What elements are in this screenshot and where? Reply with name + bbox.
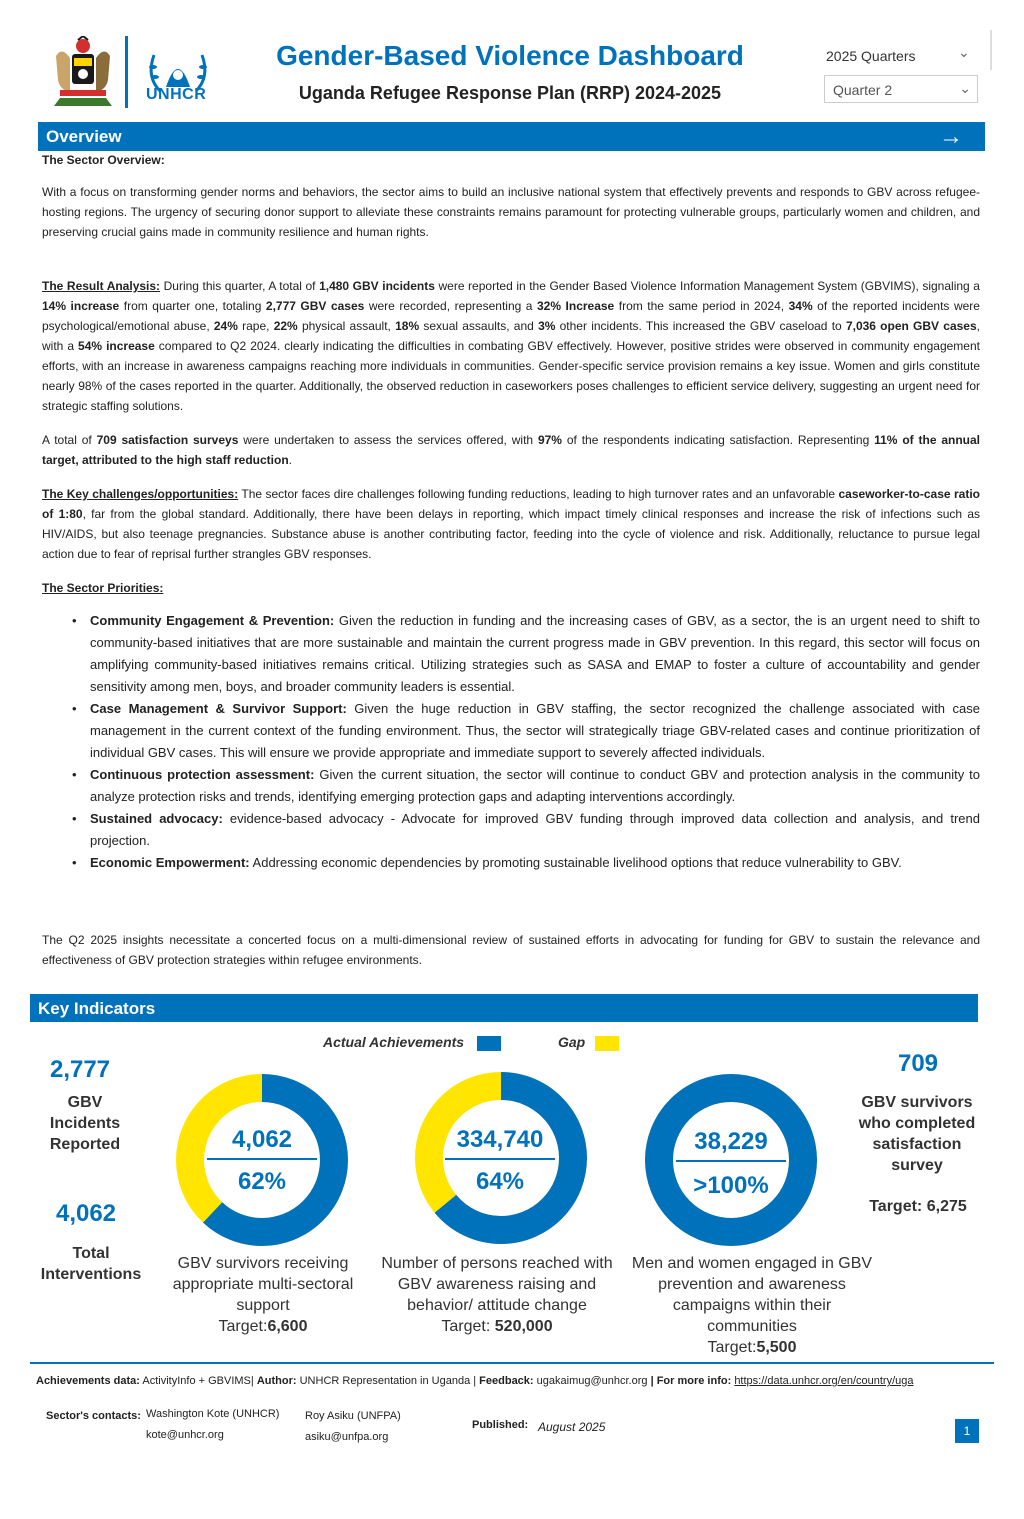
logo-separator xyxy=(125,36,128,108)
list-item: • Sustained advocacy: evidence-based advocacy - Advocate for improved GBV funding through improved data collection and analysis, and trend projection. xyxy=(72,811,980,848)
priorities-heading: The Sector Priorities: xyxy=(42,581,164,595)
contact-2-name: Roy Asiku (UNFPA) xyxy=(305,1410,401,1422)
list-item: • Case Management & Survivor Support: Given the huge reduction in GBV staffing, the sector recognized the challenge associated with case management in the current context of the funding environment. Thus, the sector will strategically triage GBV-related cases and continue prioritization of individual GBV cases. This will ensure we provide appropriate and immediate support to severely affected individuals. xyxy=(72,701,980,760)
page-subtitle: Uganda Refugee Response Plan (RRP) 2024-2025 xyxy=(298,83,722,103)
more-info-link[interactable]: https://data.unhcr.org/en/country/uga xyxy=(734,1375,914,1387)
unhcr-logo-text: UNHCR xyxy=(146,86,207,103)
list-item: • Continuous protection assessment: Given the current situation, the sector will continue to conduct GBV and protection analysis in the community to analyze protection risks and trends, identifying emerging protection gaps and adapting interventions accordingly. xyxy=(72,767,980,804)
key-indicators-section-bar xyxy=(30,994,978,1022)
legend-gap-swatch xyxy=(595,1036,619,1051)
donut-percent: 62% xyxy=(237,1168,287,1195)
kpi-survey-label: GBV survivors who completed satisfaction survey xyxy=(858,1094,976,1174)
contact-1-email[interactable]: kote@unhcr.org xyxy=(146,1429,224,1441)
filter-divider xyxy=(990,30,992,70)
donut-ring xyxy=(176,1074,348,1246)
overview-title: Overview xyxy=(46,127,122,146)
sector-overview-text: With a focus on transforming gender norms and behaviors, the sector aims to build an inclusive national system that effectively prevents and responds to GBV across refugee-hosting regions. The urgency of securing donor support to alleviate these constraints remains paramount for protecting vulnerable groups, particularly women and children, and preserving crucial gains made in community resilience and human rights. xyxy=(42,185,980,239)
closing-paragraph: The Q2 2025 insights necessitate a concerted focus on a multi-dimensional review of sustained efforts in advocating for funding for GBV to sustain the relevance and effectiveness of GBV protection strategies within refugee environments. xyxy=(42,933,980,967)
kpi-survey-target: Target: 6,275 xyxy=(869,1198,967,1215)
donut-value: 4,062 xyxy=(231,1126,293,1153)
overview-section-bar xyxy=(38,122,985,151)
kpi-interventions-value: 4,062 xyxy=(55,1200,117,1227)
donut-divider xyxy=(207,1158,317,1160)
quarter-select[interactable] xyxy=(824,75,978,103)
key-indicators-title: Key Indicators xyxy=(38,999,156,1018)
uganda-coat-of-arms-icon xyxy=(50,36,116,108)
donut-caption: Men and women engaged in GBV prevention and awareness campaigns within their communities Target:5,500 xyxy=(631,1255,873,1356)
list-item: • Community Engagement & Prevention: Given the reduction in funding and the increasing cases of GBV, as a sector, the is an urgent need to shift to community-based initiatives that are more sustainable and maintain the current progress made in GBV prevention. In this regard, this sector will focus on amplifying community-based initiatives remains critical. Utilizing strategies such as SASA and EMAP to foster a culture of accountability and gender sensitivity among men, boys, and broader community leaders is essential. xyxy=(72,613,980,694)
kpi-survey-value: 709 xyxy=(897,1050,939,1077)
legend-actual-label: Actual Achievements xyxy=(323,1034,465,1050)
challenges-paragraph: The Key challenges/opportunities: The sector faces dire challenges following funding reductions, leading to high turnover rates and an unfavorable caseworker-to-case ratio of 1:80, far from the global standard. Additionally, there have been delays in reporting, which impact timely clinical responses and increase the risk of infections such as HIV/AIDS, but also teenage pregnancies. Substance abuse is another contributing factor, feeding into the cycle of violence and risk. Additionally, reluctance to pursue legal action due to fear of reprisal further strangles GBV responses. xyxy=(42,487,980,561)
footer-credits: Achievements data: ActivityInfo + GBVIMS| Author: UNHCR Representation in Uganda | Feedback: ugakaimug@unhcr.org | For more info: https://data.unhcr.org/en/country/uga xyxy=(36,1375,914,1387)
chevron-down-icon[interactable]: ⌄ xyxy=(958,44,970,60)
contact-1-name: Washington Kote (UNHCR) xyxy=(146,1408,280,1420)
page-header xyxy=(0,0,1024,118)
published-date: August 2025 xyxy=(538,1420,606,1434)
result-analysis-paragraph: The Result Analysis: During this quarter, A total of 1,480 GBV incidents were reported in the Gender Based Violence Information Management System (GBVIMS), signaling a 14% increase from quarter one, totaling 2,777 GBV cases were recorded, representing a 32% Increase from the same period in 2024, 34% of the reported incidents were psychological/emotional abuse, 24% rape, 22% physical assault, 18% sexual assaults, and 3% other incidents. This increased the GBV caseload to 7,036 open GBV cases, with a 54% increase compared to Q2 2024. clearly indicating the difficulties in combating GBV effectively. However, positive strides were observed in community engagement efforts, with an increase in awareness campaigns reaching more individuals in communities. Gender-specific service provision remains a key issue. Women and girls constitute nearly 98% of the cases reported in the quarter. Additionally, the observed reduction in caseworkers poses challenges to efficient service delivery, suggesting an urgent need for strategic staffing solutions. xyxy=(42,279,980,413)
challenges-heading: The Key challenges/opportunities: xyxy=(42,487,239,501)
donut-percent: >100% xyxy=(693,1172,769,1199)
priorities-list xyxy=(72,610,980,874)
kpi-incidents-label: GBV Incidents Reported xyxy=(49,1094,121,1153)
legend-gap-label: Gap xyxy=(558,1034,586,1050)
donut-caption: Number of persons reached with GBV awareness raising and behavior/ attitude change Target: 520,000 xyxy=(381,1255,613,1335)
page-title: Gender-Based Violence Dashboard xyxy=(276,40,744,71)
list-item: • Economic Empowerment: Addressing economic dependencies by promoting sustainable livelihood options that reduce vulnerability to GBV. xyxy=(72,855,902,870)
legend-actual-swatch xyxy=(477,1036,501,1051)
kpi-interventions-label: Total Interventions xyxy=(40,1245,142,1283)
contacts-label: Sector's contacts: xyxy=(46,1410,141,1422)
survey-paragraph: A total of 709 satisfaction surveys were undertaken to assess the services offered, with 97% of the respondents indicating satisfaction. Representing 11% of the annual target, attributed to the high staff reduction. xyxy=(42,433,981,467)
donut-value: 38,229 xyxy=(694,1128,768,1155)
donut-divider xyxy=(445,1158,555,1160)
donut-percent: 64% xyxy=(475,1168,525,1195)
sector-overview-heading: The Sector Overview: xyxy=(42,153,165,167)
chevron-down-icon: ⌄ xyxy=(959,80,971,96)
published-label: Published: xyxy=(472,1419,529,1431)
footer-divider xyxy=(30,1362,994,1364)
donut-divider xyxy=(676,1160,786,1162)
donut-value: 334,740 xyxy=(456,1126,544,1153)
contact-2-email[interactable]: asiku@unfpa.org xyxy=(305,1431,389,1443)
donut-caption: GBV survivors receiving appropriate multi-sectoral support Target:6,600 xyxy=(172,1255,354,1335)
quarter-select-value: Quarter 2 xyxy=(833,82,893,98)
page-number: 1 xyxy=(955,1419,979,1443)
kpi-incidents-value: 2,777 xyxy=(49,1056,111,1083)
quarter-filter-label: 2025 Quarters xyxy=(826,48,916,64)
arrow-right-icon[interactable]: → xyxy=(939,123,963,150)
result-analysis-heading: The Result Analysis: xyxy=(42,279,161,293)
